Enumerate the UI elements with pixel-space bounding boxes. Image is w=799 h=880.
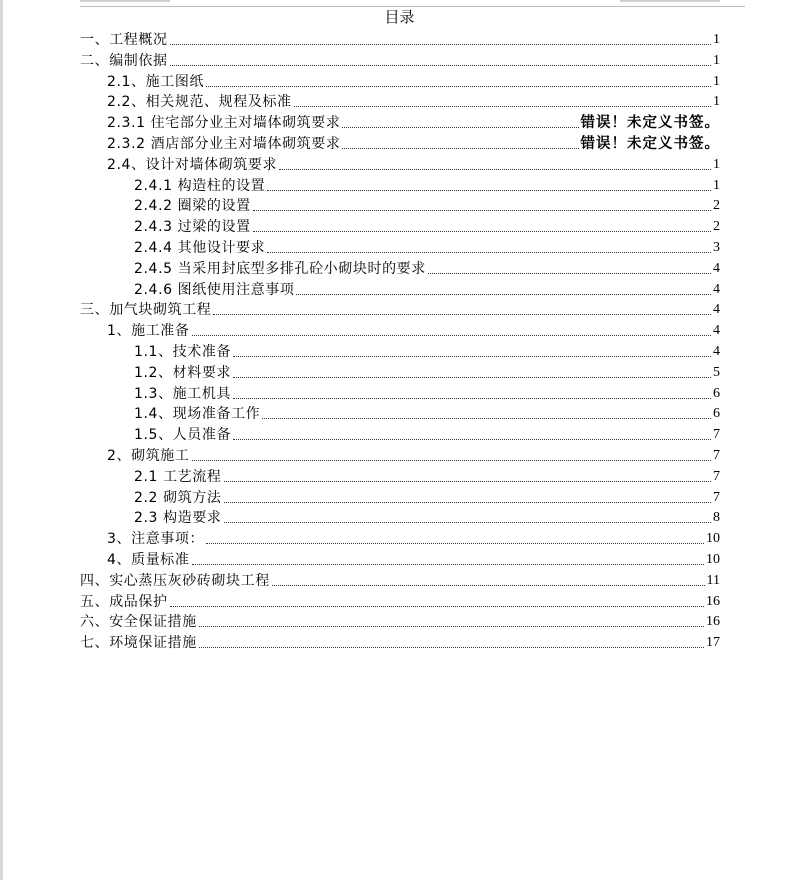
toc-dot-leader [428, 273, 711, 274]
toc-entry[interactable] [134, 279, 720, 299]
toc-page-number: 7 [713, 468, 720, 484]
toc-entry[interactable] [134, 362, 720, 382]
toc-page-number: 8 [713, 510, 720, 526]
toc-page-number: 4 [713, 302, 720, 318]
toc-page-number: 7 [713, 427, 720, 443]
toc-entry-text: 2.4.3 过梁的设置 [134, 219, 251, 236]
toc-dot-leader [170, 65, 711, 66]
toc-entry-text: 2.3 构造要求 [134, 510, 222, 527]
toc-page-number: 2 [713, 198, 720, 214]
toc-entry[interactable] [134, 383, 720, 403]
toc-page-number: 4 [713, 344, 720, 359]
toc-entry-text: 2.4.4 其他设计要求 [134, 240, 266, 256]
toc-page-number: 1 [713, 94, 720, 110]
toc-entry[interactable] [107, 71, 720, 91]
toc-dot-leader [213, 314, 711, 315]
header-scrap-left [80, 0, 170, 2]
toc-entry[interactable] [134, 237, 720, 257]
toc-entry-text: 3、注意事项： [107, 531, 205, 548]
toc-entry[interactable] [134, 507, 720, 527]
toc-entry[interactable] [107, 154, 720, 174]
toc-page-number: 7 [713, 489, 720, 505]
toc-entry-text: 1.3、施工机具 [134, 385, 232, 402]
toc-entry-text: 2.2、相关规范、规程及标准 [107, 94, 292, 111]
toc-page-number: 1 [713, 32, 720, 47]
toc-entry-text: 2.4.5 当采用封底型多排孔砼小砌块时的要求 [134, 260, 426, 277]
toc-dot-leader [272, 585, 705, 586]
toc-page-number: 1 [713, 156, 720, 172]
toc-entry[interactable] [134, 403, 720, 423]
toc-page-number: 1 [713, 73, 720, 89]
toc-dot-leader [192, 460, 711, 461]
toc-dot-leader [206, 86, 711, 87]
toc-entry-text: 2.3.2 酒店部分业主对墙体砌筑要求 [107, 136, 341, 152]
toc-page-number: 10 [706, 552, 720, 567]
toc-entry[interactable] [107, 528, 720, 548]
toc-page-number: 11 [706, 572, 720, 588]
toc-page-number: 10 [706, 531, 720, 547]
toc-dot-leader [296, 294, 711, 295]
toc-entry[interactable] [134, 487, 720, 507]
toc-dot-leader [253, 210, 711, 211]
toc-dot-leader [233, 439, 711, 440]
toc-entry[interactable] [134, 195, 720, 215]
toc-dot-leader [267, 252, 711, 253]
toc-dot-leader [199, 626, 704, 627]
toc-entry-text: 2.1 工艺流程 [134, 468, 222, 485]
toc-page-number: 4 [713, 323, 720, 339]
toc-dot-leader [192, 335, 711, 336]
toc-dot-leader [233, 356, 711, 357]
toc-page-number: 6 [713, 385, 720, 401]
toc-entry-text: 2.3.1 住宅部分业主对墙体砌筑要求 [107, 115, 341, 132]
toc-entry[interactable] [107, 112, 720, 132]
toc-dot-leader [192, 564, 704, 565]
header-scrap-right [620, 0, 720, 2]
toc-bookmark-error: 错误！未定义书签。 [580, 136, 720, 152]
toc-dot-leader [233, 377, 711, 378]
toc-entry[interactable] [80, 299, 720, 319]
toc-entry[interactable] [134, 258, 720, 278]
toc-entry[interactable] [80, 632, 720, 652]
toc-entry-text: 六、安全保证措施 [80, 614, 197, 631]
toc-entry[interactable] [107, 320, 720, 340]
toc-dot-leader [262, 418, 711, 419]
toc-entry[interactable] [134, 341, 720, 361]
toc-entry[interactable] [134, 466, 720, 486]
toc-entry[interactable] [134, 175, 720, 195]
toc-entry-text: 1.2、材料要求 [134, 364, 232, 381]
toc-dot-leader [224, 502, 711, 503]
toc-dot-leader [279, 169, 711, 170]
toc-entry[interactable] [107, 133, 720, 153]
toc-entry-text: 2.4.2 圈梁的设置 [134, 198, 251, 215]
toc-entry[interactable] [80, 50, 720, 70]
toc-entry-text: 2.4、设计对墙体砌筑要求 [107, 156, 278, 173]
toc-entry-text: 2、砌筑施工 [107, 448, 190, 464]
toc-dot-leader [206, 543, 704, 544]
toc-dot-leader [253, 231, 711, 232]
page-left-edge [0, 0, 3, 880]
toc-entry-text: 2.4.1 构造柱的设置 [134, 177, 266, 194]
toc-entry-text: 二、编制依据 [80, 52, 168, 69]
toc-entry[interactable] [134, 424, 720, 444]
toc-dot-leader [199, 647, 704, 648]
toc-page-number: 16 [706, 593, 720, 609]
toc-entry[interactable] [134, 216, 720, 236]
toc-dot-leader [342, 148, 578, 149]
toc-dot-leader [342, 127, 578, 128]
toc-entry-text: 一、工程概况 [80, 32, 168, 48]
toc-page-number: 4 [713, 260, 720, 276]
toc-page-number: 5 [713, 364, 720, 380]
toc-dot-leader [267, 190, 711, 191]
toc-entry[interactable] [80, 29, 720, 49]
toc-page-number: 1 [713, 52, 720, 68]
toc-page-number: 1 [713, 177, 720, 193]
toc-entry-text: 四、实心蒸压灰砂砖砌块工程 [80, 572, 270, 589]
toc-entry[interactable] [107, 445, 720, 465]
toc-dot-leader [294, 106, 711, 107]
toc-page-number: 7 [713, 448, 720, 463]
toc-dot-leader [224, 522, 711, 523]
toc-entry[interactable] [80, 570, 720, 590]
toc-entry[interactable] [80, 611, 720, 631]
toc-dot-leader [233, 398, 711, 399]
toc-entry-text: 2.1、施工图纸 [107, 73, 205, 90]
toc-entry[interactable] [107, 549, 720, 569]
toc-entry-text: 2.2 砌筑方法 [134, 489, 222, 506]
toc-dot-leader [170, 606, 704, 607]
toc-page-number: 2 [713, 219, 720, 235]
toc-entry-text: 2.4.6 图纸使用注意事项 [134, 281, 295, 298]
toc-page-number: 16 [706, 614, 720, 630]
toc-page-number: 6 [713, 406, 720, 422]
toc-entry[interactable] [107, 91, 720, 111]
toc-entry-text: 1.4、现场准备工作 [134, 406, 261, 423]
toc-page-number: 17 [706, 635, 720, 651]
toc-bookmark-error: 错误！未定义书签。 [580, 115, 720, 132]
toc-entry-text: 五、成品保护 [80, 593, 168, 610]
toc-entry-text: 三、加气块砌筑工程 [80, 302, 212, 319]
toc-entry-text: 1.1、技术准备 [134, 344, 232, 360]
toc-page-number: 4 [713, 281, 720, 297]
toc-entry[interactable] [80, 591, 720, 611]
toc-entry-text: 七、环境保证措施 [80, 635, 197, 652]
toc-dot-leader [224, 481, 711, 482]
toc-entry-text: 1、施工准备 [107, 323, 190, 340]
toc-entry-text: 1.5、人员准备 [134, 427, 232, 444]
toc-dot-leader [170, 44, 711, 45]
toc-page-number: 3 [713, 240, 720, 255]
toc-entry-text: 4、质量标准 [107, 552, 190, 568]
toc-title: 目录 [384, 8, 415, 26]
